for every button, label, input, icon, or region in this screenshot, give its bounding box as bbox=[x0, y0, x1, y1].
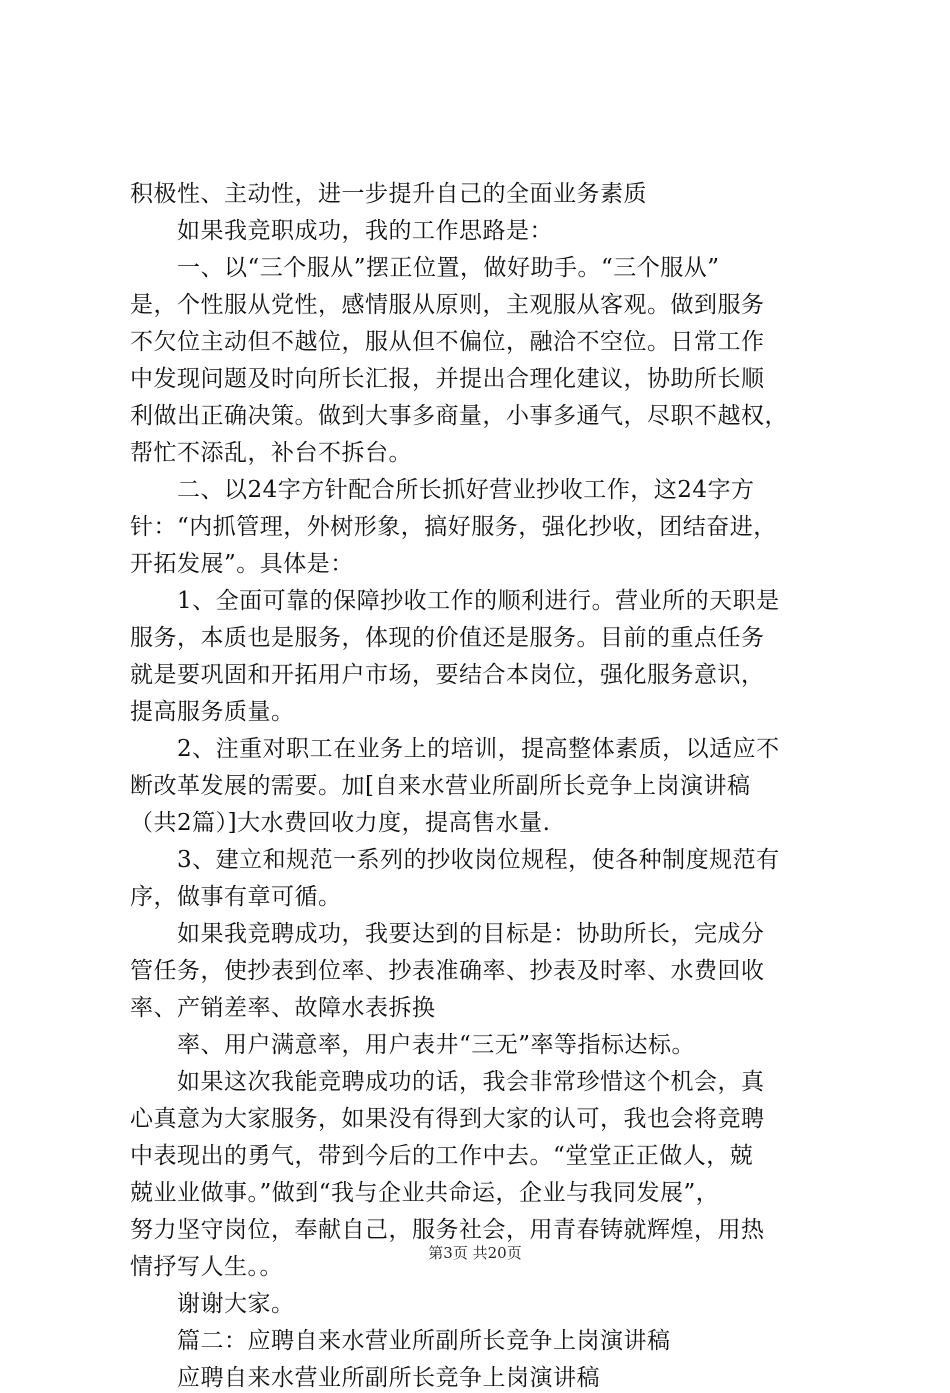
text-line: 兢业业做事。”做到“我与企业共命运，企业与我同发展”， bbox=[130, 1180, 720, 1206]
text-line: 开拓发展”。具体是： bbox=[130, 551, 354, 577]
text-line: 提高服务质量。 bbox=[130, 699, 295, 725]
text-line: 一、以“三个服从”摆正位置，做好助手。“三个服从” bbox=[130, 255, 720, 281]
text-line: 如果我竞聘成功，我要达到的目标是：协助所长，完成分 bbox=[130, 921, 765, 947]
text-line: 利做出正确决策。做到大事多商量，小事多通气，尽职不越权， bbox=[130, 403, 788, 429]
text-line: 就是要巩固和开拓用户市场，要结合本岗位，强化服务意识， bbox=[130, 662, 765, 688]
text-line: 3、建立和规范一系列的抄收岗位规程，使各种制度规范有 bbox=[130, 847, 780, 873]
text-line: （共2篇）]大水费回收力度，提高售水量. bbox=[130, 810, 551, 836]
text-line: 中表现出的勇气，带到今后的工作中去。“堂堂正正做人，兢 bbox=[130, 1143, 754, 1169]
text-line: 针：“内抓管理，外树形象，搞好服务，强化抄收，团结奋进， bbox=[130, 514, 777, 540]
text-line: 是，个性服从党性，感情服从原则，主观服从客观。做到服务 bbox=[130, 292, 765, 318]
text-line: 积极性、主动性，进一步提升自己的全面业务素质 bbox=[130, 181, 647, 207]
text-line: 2、注重对职工在业务上的培训，提高整体素质，以适应不 bbox=[130, 736, 780, 762]
text-line: 谢谢大家。 bbox=[130, 1291, 295, 1317]
text-line: 如果这次我能竞聘成功的话，我会非常珍惜这个机会，真 bbox=[130, 1069, 765, 1095]
text-line: 断改革发展的需要。加[自来水营业所副所长竞争上岗演讲稿 bbox=[130, 773, 751, 799]
text-line: 应聘自来水营业所副所长竞争上岗演讲稿 bbox=[130, 1365, 600, 1391]
text-line: 帮忙不添乱，补台不拆台。 bbox=[130, 440, 412, 466]
text-line: 1、全面可靠的保障抄收工作的顺利进行。营业所的天职是 bbox=[130, 588, 780, 614]
text-line: 服务，本质也是服务，体现的价值还是服务。目前的重点任务 bbox=[130, 625, 765, 651]
text-line: 中发现问题及时向所长汇报，并提出合理化建议，协助所长顺 bbox=[130, 366, 765, 392]
text-line: 序，做事有章可循。 bbox=[130, 884, 342, 910]
text-line: 率、用户满意率，用户表井“三无”率等指标达标。 bbox=[130, 1032, 696, 1058]
text-line: 情抒写人生。。 bbox=[130, 1254, 283, 1280]
text-line: 不欠位主动但不越位，服从但不偏位，融洽不空位。日常工作 bbox=[130, 329, 765, 355]
text-line: 率、产销差率、故障水表拆换 bbox=[130, 995, 436, 1021]
text-line: 如果我竞职成功，我的工作思路是： bbox=[130, 218, 553, 244]
text-line: 二、以24字方针配合所长抓好营业抄收工作，这24字方 bbox=[130, 477, 755, 503]
text-line: 努力坚守岗位，奉献自己，服务社会，用青春铸就辉煌，用热 bbox=[130, 1217, 765, 1243]
text-line: 心真意为大家服务，如果没有得到大家的认可，我也会将竞聘 bbox=[130, 1106, 765, 1132]
text-line: 管任务，使抄表到位率、抄表准确率、抄表及时率、水费回收 bbox=[130, 958, 765, 984]
page-footer: 第3页 共20页 bbox=[428, 1244, 522, 1262]
text-line: 篇二：应聘自来水营业所副所长竞争上岗演讲稿 bbox=[130, 1328, 671, 1354]
